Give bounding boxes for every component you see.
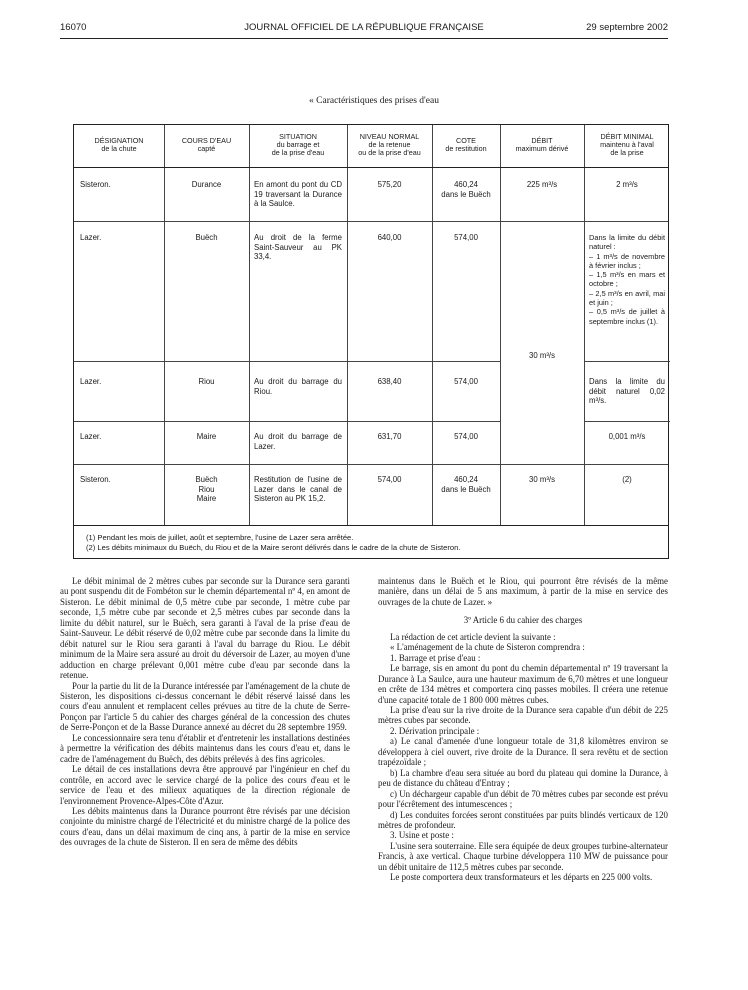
row3-designation: Lazer.: [80, 377, 102, 386]
row-divider: [74, 464, 668, 465]
row-divider: [584, 421, 670, 422]
right-paragraph: « L'aménagement de la chute de Sisteron comprendra :: [390, 642, 585, 653]
publication-date: 29 septembre 2002: [586, 22, 668, 33]
row3-cote: 574,00: [454, 377, 478, 386]
right-paragraph: b) La chambre d'eau sera située au bord du plateau qui domine la Durance, à peu de distance du château d'Entray ;: [378, 767, 668, 789]
row4-cote: 574,00: [454, 432, 478, 441]
page-header: [60, 22, 668, 36]
header-divider: [74, 167, 668, 168]
right-paragraph: La prise d'eau sur la rive droite de la Durance sera capable d'un débit de 225 mètres cubes par seconde.: [378, 704, 668, 726]
header-debit: DÉBIT maximum dérivé: [515, 136, 569, 154]
row1-designation: Sisteron.: [80, 180, 111, 189]
right-paragraph: 2. Dérivation principale :: [390, 725, 480, 736]
row4-cours: Maire: [196, 432, 217, 441]
left-paragraph: Le détail de ces installations devra être approuvé par l'ingénieur en chef du contrôle, en accord avec le service chargé de la police des cours d'eau et le service de l'eau et des milieux aquatiques de la direction régionale de l'environnement Provence-Alpes-Côte d'Azur.: [60, 764, 350, 806]
column-divider: [249, 125, 250, 526]
row1-cours: Durance: [191, 180, 222, 189]
row1-debit: 225 m³/s: [526, 180, 558, 189]
header-rule: [60, 38, 668, 39]
right-text-column: [378, 576, 668, 883]
right-paragraph: 1. Barrage et prise d'eau :: [390, 652, 481, 663]
row5-cote: 460,24 dans le Buëch: [441, 475, 491, 494]
page-number: 16070: [60, 22, 87, 33]
row2-situation: Au droit de la ferme Saint-Sauveur au PK 33,4.: [254, 233, 342, 262]
table-caption: « Caractéristiques des prises d'eau: [309, 96, 439, 106]
row5-niveau: 574,00: [377, 475, 402, 484]
row2-designation: Lazer.: [80, 233, 102, 242]
notes-divider: [74, 525, 668, 526]
journal-title: JOURNAL OFFICIEL DE LA RÉPUBLIQUE FRANÇAISE: [244, 22, 484, 33]
right-paragraph: L'usine sera souterraine. Elle sera équipée de deux groupes turbine-alternateur Francis, à axe vertical. Chaque turbine développera 110 MW de puissance pour un débit unitaire de 112,5 mètres cubes par seconde.: [378, 840, 668, 872]
row2-debit-min: Dans la limite du débit naturel : – 1 m³/s de novembre à février inclus ; – 1,5 m³/s en mars et octobre ; – 2,5 m³/s en avril, mai et juin ; – 0,5 m³/s de juillet à septembre inclus (1).: [589, 233, 665, 326]
row3-cours: Riou: [198, 377, 215, 386]
row-divider: [74, 221, 668, 222]
row5-cours: Buëch Riou Maire: [195, 475, 218, 504]
row2-cote: 574,00: [454, 233, 478, 242]
left-paragraph: Pour la partie du lit de la Durance intéressée par l'aménagement de la chute de Sisteron, les dispositions ci-dessus concernant le débit réservé laissé dans les cours d'eau annulent et remplacent celles prévues au titre de la chute de Serre-Ponçon par l'article 5 du cahier des charges général de la concession des chutes de Serre-Ponçon et de la Basse Durance annexé au décret du 28 septembre 1959.: [60, 680, 350, 733]
header-situation: SITUATION du barrage et de la prise d'eau: [271, 132, 325, 158]
header-debit-minimal: DÉBIT MINIMAL maintenu à l'aval de la prise: [600, 132, 654, 158]
header-niveau: NIVEAU NORMAL de la retenue ou de la prise d'eau: [358, 132, 421, 158]
lazer-merged-debit: 30 m³/s: [529, 351, 555, 360]
row4-designation: Lazer.: [80, 432, 102, 441]
right-paragraph: Le poste comportera deux transformateurs et les départs en 225 000 volts.: [390, 872, 653, 883]
row1-niveau: 575,20: [377, 180, 402, 189]
header-cours-deau: COURS D'EAU capté: [181, 136, 232, 154]
left-paragraph: Le débit minimal de 2 mètres cubes par seconde sur la Durance sera garanti au pont suspendu dit de Fombéton sur le chemin départemental nº 4, en amont de Sisteron. Le débit minimal de 0,5 mètre cube par seconde, 1 mètre cube par seconde, 1,5 mètre cube par seconde et 2,5 mètres cubes par seconde dans la limite du débit naturel, sur le Buëch, sera garanti à l'aval de la prise d'eau de Saint-Sauveur. Le débit réservé de 0,02 mètre cube par seconde dans la limite du débit naturel sur le Riou sera garanti à l'aval du barrage du Riou. Le débit minimum de la Maire sera assuré au droit du déversoir de Lazer, au moyen d'une adduction en charge prélevant 0,001 mètre cube d'eau par seconde dans la retenue.: [60, 576, 350, 681]
section-heading: 3º Article 6 du cahier des charges: [463, 615, 583, 626]
right-paragraph: c) Un déchargeur capable d'un débit de 70 mètres cubes par seconde est prévu pour l'écrêtement des intumescences ;: [378, 788, 668, 810]
row5-situation: Restitution de l'usine de Lazer dans le canal de Sisteron au PK 15,2.: [254, 475, 342, 504]
header-designation: DÉSIGNATION de la chute: [94, 136, 144, 154]
row5-debit-min: (2): [622, 475, 632, 484]
left-text-column: [60, 576, 350, 848]
left-paragraph: Les débits maintenus dans la Durance pourront être révisés par une décision conjointe du ministre chargé de l'électricité et du ministre chargé de la police des cours d'eau, dans un délai maximum de cinq ans, à partir de la mise en service des ouvrages de la chute de Sisteron. Il en sera de même des débits: [60, 805, 350, 848]
right-paragraph: d) Les conduites forcées seront constituées par puits blindés verticaux de 120 mètres de profondeur.: [378, 809, 668, 830]
table-note-2: (2) Les débits minimaux du Buëch, du Riou et de la Maire seront délivrés dans le cadre de la chute de Sisteron.: [86, 543, 461, 552]
row3-niveau: 638,40: [377, 377, 402, 386]
row-divider: [584, 361, 670, 362]
row3-debit-min: Dans la limite du débit naturel 0,02 m³/s.: [589, 377, 665, 406]
right-paragraph: La rédaction de cet article devient la suivante :: [390, 631, 556, 642]
left-paragraph: Le concessionnaire sera tenu d'établir et d'entretenir les installations destinées à permettre la vérification des débits maintenus dans les cours d'eau et, dans le cadre de l'aménagement du Buëch, des débits prélevés à des fins agricoles.: [60, 732, 350, 764]
row4-situation: Au droit du barrage de Lazer.: [254, 432, 342, 451]
row1-cote: 460,24 dans le Buëch: [441, 180, 491, 199]
right-continuation: maintenus dans le Buëch et le Riou, qui pourront être révisés de la même manière, dans un délai de 5 ans maximum, à partir de la mise en service des ouvrages de la chute de Lazer. »: [378, 576, 668, 607]
characteristics-table: [73, 124, 669, 559]
right-paragraph: a) Le canal d'amenée d'une longueur totale de 31,8 kilomètres environ se développera à ciel ouvert, rive droite de la Durance. Il sera revêtu et de section trapézoïdale ;: [378, 736, 668, 768]
row2-niveau: 640,00: [377, 233, 402, 242]
row2-cours: Buëch: [195, 233, 218, 242]
row4-debit-min: 0,001 m³/s: [608, 432, 646, 441]
right-paragraph: 3. Usine et poste :: [390, 830, 454, 841]
row5-debit: 30 m³/s: [529, 475, 555, 484]
row5-designation: Sisteron.: [80, 475, 111, 484]
row-divider: [74, 421, 500, 422]
row-divider: [74, 361, 500, 362]
right-paragraph: Le barrage, sis en amont du pont du chemin départemental nº 19 traversant la Durance à La Saulce, aura une hauteur maximum de 6,70 mètres et une longueur en crête de 134 mètres et comportera cinq passes mobiles. Il créera une retenue d'une capacité totale de 1 800 000 mètres cubes.: [378, 663, 668, 705]
table-note-1: (1) Pendant les mois de juillet, août et septembre, l'usine de Lazer sera arrêtée.: [86, 533, 354, 542]
row3-situation: Au droit du barrage du Riou.: [254, 377, 342, 396]
row1-situation: En amont du pont du CD 19 traversant la Durance à la Saulce.: [254, 180, 342, 209]
row1-debit-min: 2 m³/s: [616, 180, 638, 189]
header-cote: COTE de restitution: [445, 136, 487, 154]
row4-niveau: 631,70: [377, 432, 402, 441]
table-notes: [86, 533, 656, 553]
